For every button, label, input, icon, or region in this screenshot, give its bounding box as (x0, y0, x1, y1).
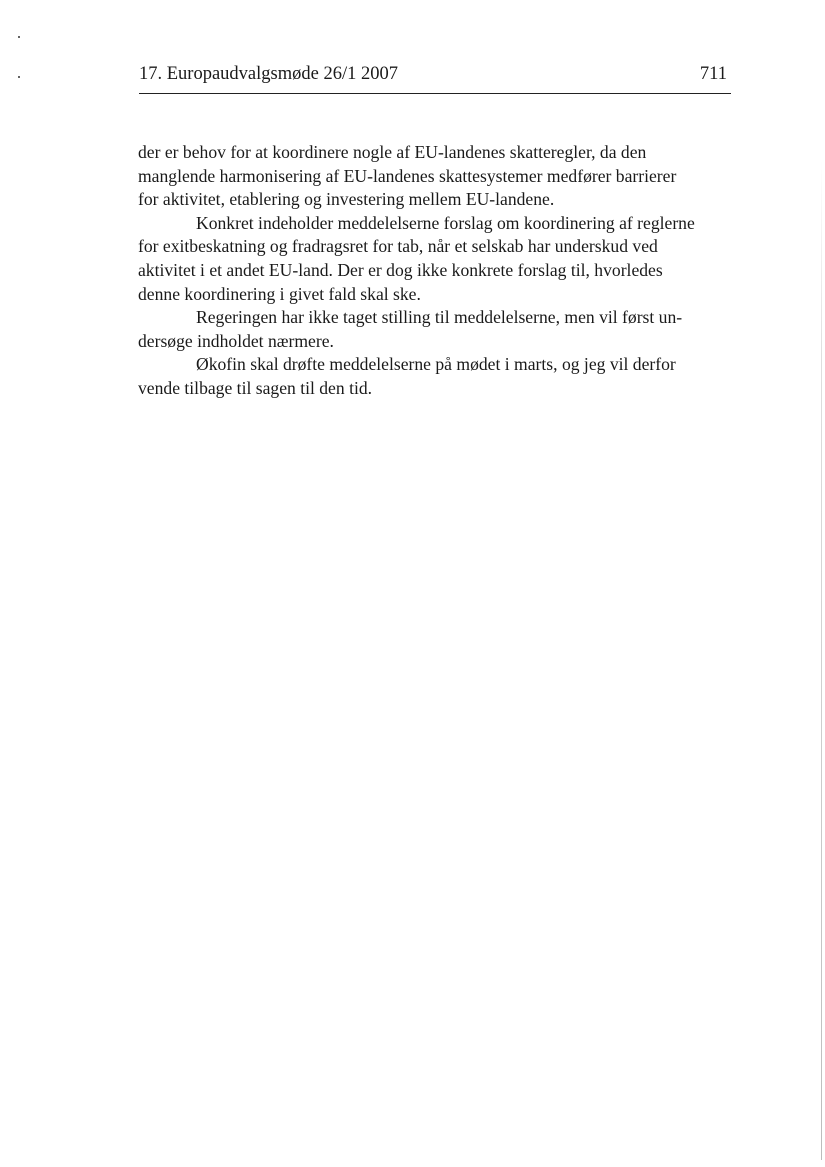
scan-artifact-dot (18, 36, 20, 38)
text-line: vende tilbage til sagen til den tid. (138, 377, 373, 398)
text-line: aktivitet i et andet EU-land. Der er dog ikke konkrete forslag til, hvorledes (138, 259, 663, 280)
text-line: for exitbeskatning og fradragsret for tab, når et selskab har underskud ved (138, 236, 658, 257)
scan-edge-shadow (821, 160, 822, 1160)
running-header (139, 62, 731, 86)
text-line: manglende harmonisering af EU-landenes skattesystemer medfører barrierer (138, 165, 677, 186)
paragraph-first-line: Konkret indeholder meddelelserne forslag om koordinering af reglerne (196, 212, 695, 233)
body-text (138, 141, 738, 401)
paragraph-first-line: Regeringen har ikke taget stilling til meddelelserne, men vil først un- (196, 307, 683, 328)
text-line: dersøge indholdet nærmere. (138, 330, 334, 351)
header-rule (139, 93, 731, 94)
scan-artifact-dot (18, 76, 20, 78)
text-line: for aktivitet, etablering og investering mellem EU-landene. (138, 189, 555, 210)
text-line: der er behov for at koordinere nogle af EU-landenes skatteregler, da den (138, 142, 647, 162)
page-number: 711 (699, 64, 727, 84)
header-title: 17. Europaudvalgsmøde 26/1 2007 (139, 64, 398, 84)
text-line: denne koordinering i givet fald skal ske. (138, 283, 421, 304)
paragraph-first-line: Økofin skal drøfte meddelelserne på mødet i marts, og jeg vil derfor (196, 354, 676, 375)
